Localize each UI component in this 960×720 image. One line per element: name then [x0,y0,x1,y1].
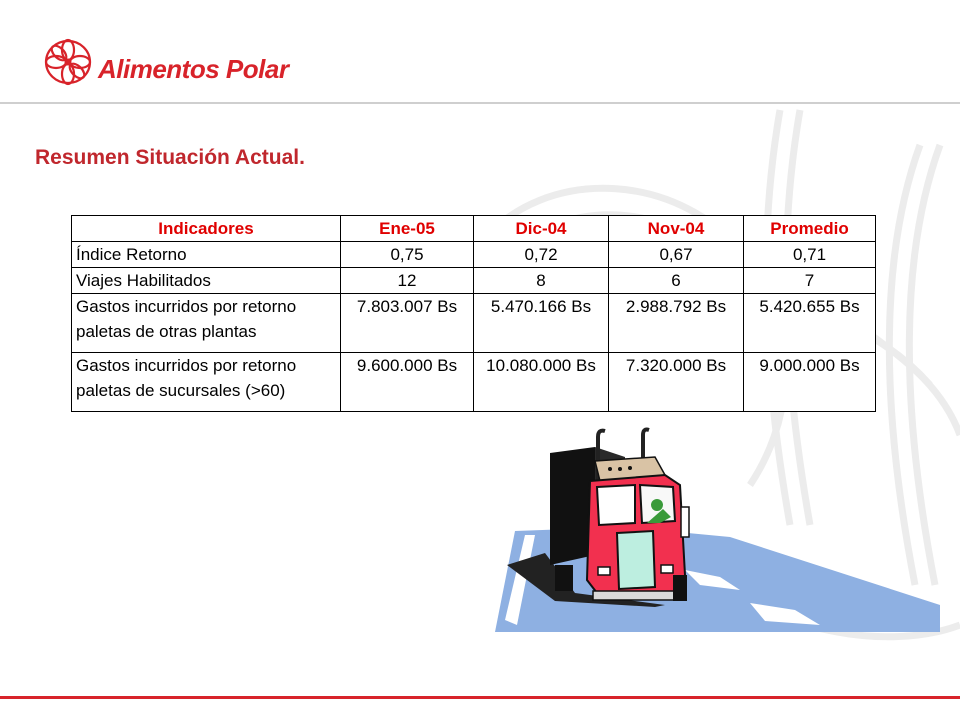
column-header-ene-05: Ene-05 [341,216,474,242]
value-cell: 0,71 [744,242,876,268]
column-header-nov-04: Nov-04 [609,216,744,242]
brand-logo [40,34,289,90]
footer-divider [0,696,960,699]
row-label-line-2: paletas de sucursales (>60) [76,381,286,400]
value-cell: 12 [341,268,474,294]
row-label [72,294,341,353]
value-cell: 0,72 [474,242,609,268]
polar-flower-logo-icon [40,34,96,90]
indicators-table [71,215,876,412]
value-cell: 7.803.007 Bs [341,294,474,353]
table-row-indice-retorno [72,242,876,268]
truck-illustration [495,425,940,635]
value-cell: 0,67 [609,242,744,268]
value-cell: 9.000.000 Bs [744,353,876,412]
value-cell: 8 [474,268,609,294]
value-cell: 9.600.000 Bs [341,353,474,412]
row-label-line-1: Gastos incurridos por retorno [76,356,297,375]
table-row-gastos-sucursales [72,353,876,412]
header-divider [0,102,960,104]
value-cell: 5.420.655 Bs [744,294,876,353]
row-label-line-1: Gastos incurridos por retorno [76,297,297,316]
table-header-row [72,216,876,242]
table-row-gastos-otras-plantas [72,294,876,353]
row-label: Viajes Habilitados [72,268,341,294]
brand-name: Alimentos Polar [98,54,289,84]
value-cell: 5.470.166 Bs [474,294,609,353]
column-header-indicadores: Indicadores [72,216,341,242]
page-title: Resumen Situación Actual. [35,146,305,169]
column-header-promedio: Promedio [744,216,876,242]
table-row-viajes-habilitados [72,268,876,294]
column-header-dic-04: Dic-04 [474,216,609,242]
grille-icon [617,531,655,589]
value-cell: 7.320.000 Bs [609,353,744,412]
row-label: Índice Retorno [72,242,341,268]
row-label [72,353,341,412]
value-cell: 6 [609,268,744,294]
value-cell: 7 [744,268,876,294]
value-cell: 0,75 [341,242,474,268]
value-cell: 10.080.000 Bs [474,353,609,412]
value-cell: 2.988.792 Bs [609,294,744,353]
row-label-line-2: paletas de otras plantas [76,322,257,341]
